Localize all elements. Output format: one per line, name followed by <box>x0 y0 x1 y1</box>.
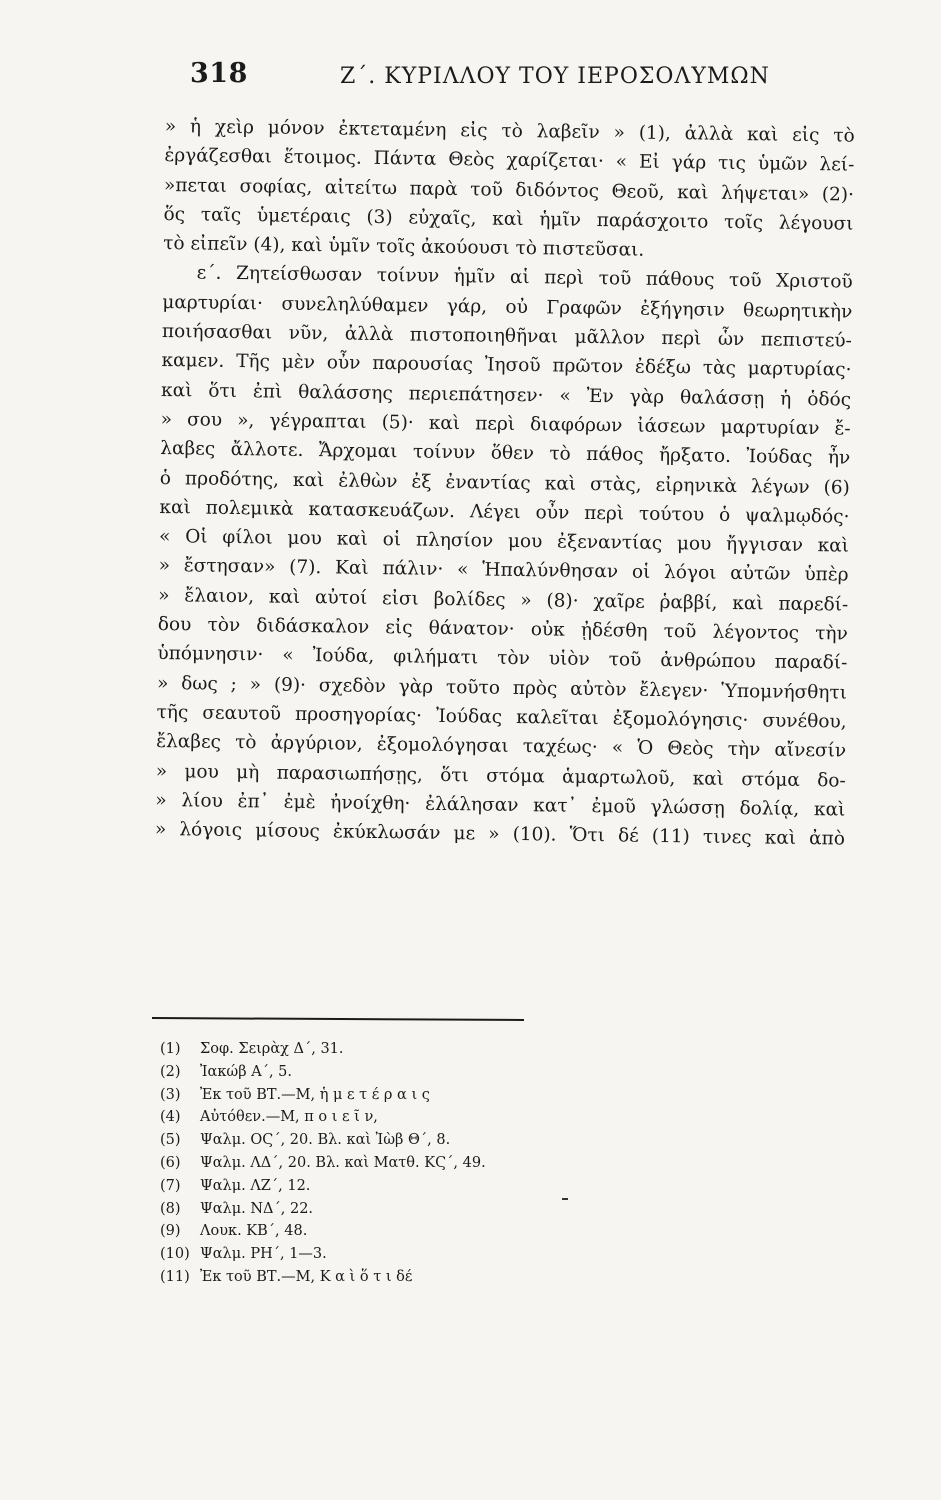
footnote-number: (3) <box>160 1086 181 1103</box>
footnote-number: (6) <box>160 1154 181 1171</box>
text-line: » λίου ἐπ᾽ ἐμὲ ἠνοίχθη· ἐλάλησαν κατ᾽ ἐμοῦ γλώσσῃ δολίᾳ, καὶ <box>155 789 846 821</box>
footnote <box>160 1243 600 1266</box>
text-line: »πεται σοφίας, αἰτείτω παρὰ τοῦ διδόντος Θεοῦ, καὶ λήψεται» (2)· <box>163 174 855 206</box>
text-line: δου τὸν διδάσκαλον εἰς θάνατον· οὐκ ᾐδέσθη τοῦ λέγοντος τὴν <box>157 613 848 645</box>
text-line: » σου », γέγραπται (5)· καὶ περὶ διαφόρων ἰάσεων μαρτυρίαν ἔ- <box>160 408 851 440</box>
text-line: » λόγοις μίσους ἐκύκλωσάν με » (10). Ὅτι δέ (11) τινες καὶ ἀπὸ <box>154 819 846 850</box>
footnote-number: (9) <box>160 1223 181 1240</box>
text-line: ἔλαβες τὸ ἀργύριον, ἐξομολόγησαι ταχέως· « Ὁ Θεὸς τὴν αἴνεσίν <box>156 731 847 762</box>
footnote-number: (8) <box>160 1200 181 1217</box>
footnote-number: (5) <box>160 1132 181 1149</box>
text-line: ὑπόμνησιν· « Ἰούδα, φιλήματι τὸν υἱὸν τοῦ ἀνθρώπου παραδί- <box>157 643 848 674</box>
footnote-text: Ἐκ τοῦ ΒΤ.—Μ, ἡ μ ε τ έ ρ α ι ς <box>200 1086 430 1103</box>
footnote-text: Ψαλμ. ΛΖ΄, 12. <box>200 1177 311 1194</box>
footnotes <box>160 1038 600 1289</box>
text-line: μαρτυρίαι· συνεληλύθαμεν γάρ, οὐ Γραφῶν ἐξήγησιν θεωρητικὴν <box>162 291 853 323</box>
footnote <box>160 1084 600 1107</box>
text-line: » μου μὴ παρασιωπήσῃς, ὅτι στόμα ἁμαρτωλοῦ, καὶ στόμα δο- <box>155 760 846 792</box>
text-line: ἐργάζεσθαι ἕτοιμος. Πάντα Θεὸς χαρίζεται· « Εἰ γάρ τις ὑμῶν λεί- <box>164 145 855 176</box>
footnote-rule <box>152 1017 524 1021</box>
footnote <box>160 1266 600 1289</box>
footnote <box>160 1175 600 1198</box>
footnote <box>160 1129 600 1152</box>
running-title: Ζ΄. ΚΥΡΙΛΛΟΥ ΤΟΥ ΙΕΡΟΣΟΛΥΜΩΝ <box>340 64 770 89</box>
footnote-text: Ἐκ τοῦ ΒΤ.—Μ, Κ α ὶ ὅ τ ι δέ <box>200 1268 413 1285</box>
main-text <box>155 112 855 854</box>
text-line: καμεν. Τῆς μὲν οὖν παρουσίας Ἰησοῦ πρῶτον ἐδέξω τὰς μαρτυρίας· <box>161 350 852 381</box>
footnote <box>160 1198 600 1221</box>
text-line: ε΄. Ζητείσθωσαν τοίνυν ἡμῖν αἱ περὶ τοῦ πάθους τοῦ Χριστοῦ <box>196 262 853 294</box>
text-line: καὶ ὅτι ἐπὶ θαλάσσης περιεπάτησεν· « Ἐν γὰρ θαλάσσῃ ἡ ὁδός <box>160 379 852 411</box>
text-line: » ἡ χεὶρ μόνον ἐκτεταμένη εἰς τὸ λαβεῖν » (1), ἀλλὰ καὶ εἰς τὸ <box>164 115 855 147</box>
footnote-number: (4) <box>160 1109 181 1126</box>
footnote-text: Ἰακώβ Α΄, 5. <box>200 1063 292 1080</box>
footnote-number: (2) <box>160 1063 181 1080</box>
text-line: » δως ; » (9)· σχεδὸν γὰρ τοῦτο πρὸς αὐτὸν ἔλεγεν· Ὑπομνήσθητι <box>156 672 848 704</box>
text-line: λαβες ἄλλοτε. Ἄρχομαι τοίνυν ὅθεν τὸ πάθος ἤρξατο. Ἰούδας ἦν <box>160 438 851 469</box>
footnote <box>160 1038 600 1061</box>
footnote-number: (11) <box>160 1268 190 1285</box>
footnote-text: Ψαλμ. ΛΔ΄, 20. Βλ. καὶ Ματθ. ΚϚ΄, 49. <box>200 1154 486 1171</box>
footnote <box>160 1061 600 1084</box>
footnote <box>160 1152 600 1175</box>
footnote-text: Ψαλμ. ΟϚ΄, 20. Βλ. καὶ Ἰὼβ Θ΄, 8. <box>200 1132 451 1149</box>
footnote-number: (10) <box>160 1246 190 1263</box>
footnote-number: (1) <box>160 1041 181 1057</box>
stray-print-mark <box>562 1198 568 1200</box>
text-line: ὁ προδότης, καὶ ἐλθὼν ἐξ ἐναντίας καὶ στὰς, εἰρηνικὰ λέγων (6) <box>159 467 850 499</box>
footnote-number: (7) <box>160 1177 181 1194</box>
text-line: « Οἱ φίλοι μου καὶ οἱ πλησίον μου ἐξεναντίας μου ἤγγισαν καὶ <box>158 526 850 557</box>
page-number: 318 <box>190 58 248 89</box>
footnote <box>160 1106 600 1129</box>
footnote-text: Σοφ. Σειρὰχ Δ΄, 31. <box>200 1041 344 1057</box>
text-line: καὶ πολεμικὰ κατασκευάζων. Λέγει οὖν περὶ τούτου ὁ ψαλμῳδός· <box>159 496 850 528</box>
page-header <box>190 58 850 98</box>
text-line: » ἔστησαν» (7). Καὶ πάλιν· « Ἡπαλύνθησαν οἱ λόγοι αὐτῶν ὑπὲρ <box>158 555 849 587</box>
text-line: » ἔλαιον, καὶ αὐτοί εἰσι βολίδες » (8)· χαῖρε ῥαββί, καὶ παρεδί- <box>158 584 849 616</box>
footnote <box>160 1220 600 1243</box>
text-line: τὸ εἰπεῖν (4), καὶ ὑμῖν τοῖς ἀκούουσι τὸ πιστεῦσαι. <box>163 233 645 261</box>
text-line: ποιήσασθαι νῦν, ἀλλὰ πιστοποιηθῆναι μᾶλλον περὶ ὧν πεπιστεύ- <box>161 321 853 352</box>
footnote-text: Ψαλμ. ΡΗ΄, 1—3. <box>200 1246 327 1263</box>
text-line: ὅς ταῖς ὑμετέραις (3) εὐχαῖς, καὶ ἡμῖν παράσχοιτο τοῖς λέγουσι <box>163 203 854 235</box>
footnote-text: Ψαλμ. ΝΔ΄, 22. <box>200 1200 314 1217</box>
footnote-text: Αὐτόθεν.—Μ, π ο ι ε ῖ ν, <box>200 1109 378 1126</box>
text-line: τῆς σεαυτοῦ προσηγορίας· Ἰούδας καλεῖται ἐξομολόγησις· συνέθου, <box>156 701 847 733</box>
footnote-text: Λουκ. ΚΒ΄, 48. <box>200 1223 308 1240</box>
